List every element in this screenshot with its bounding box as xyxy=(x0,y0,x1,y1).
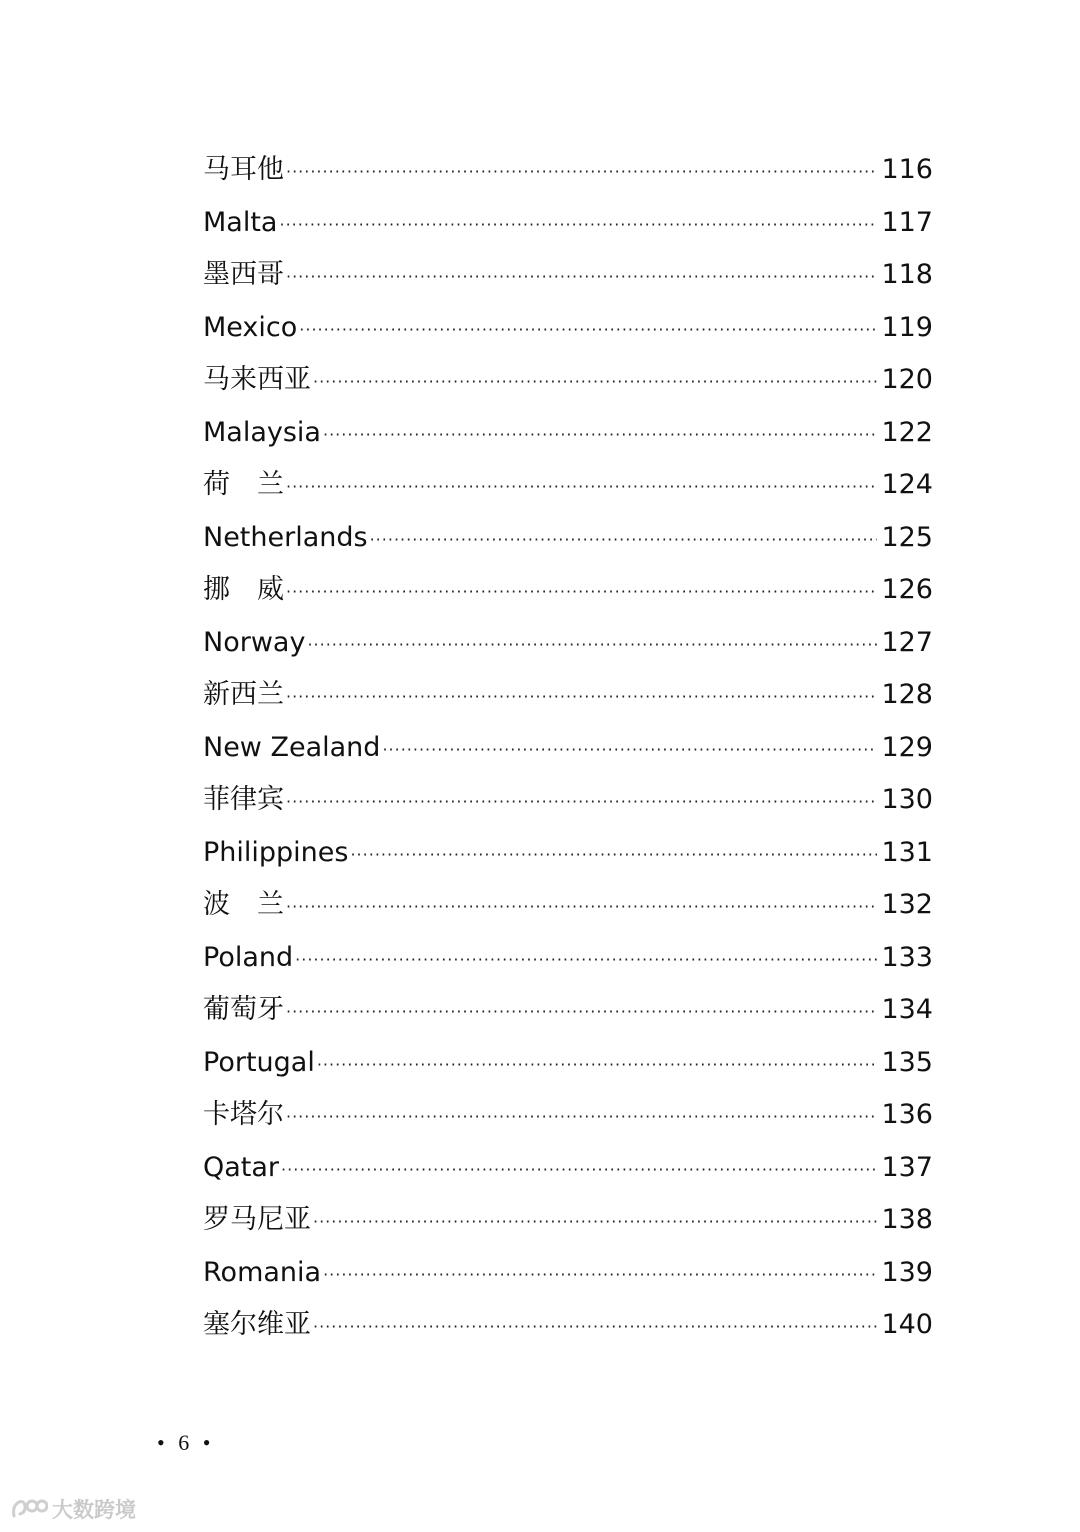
toc-entry[interactable] xyxy=(203,249,933,302)
toc-entry-title: Poland xyxy=(203,941,294,973)
dot-leader xyxy=(313,356,877,409)
toc-entry[interactable] xyxy=(203,879,933,932)
toc-entry[interactable] xyxy=(203,932,933,985)
toc-entry-title: 墨西哥 xyxy=(203,259,284,290)
toc-entry-title: Netherlands xyxy=(203,521,368,553)
toc-entry-title: 罗马尼亚 xyxy=(203,1204,311,1235)
dot-leader xyxy=(295,934,877,987)
toc-entry-title: 马耳他 xyxy=(203,154,284,185)
toc-entry[interactable] xyxy=(203,1299,933,1352)
dot-leader xyxy=(286,566,877,619)
toc-entry-page: 132 xyxy=(881,889,933,920)
toc-entry[interactable] xyxy=(203,407,933,460)
toc-entry[interactable] xyxy=(203,1037,933,1090)
page-number: • 6 • xyxy=(157,1430,215,1455)
dot-leader xyxy=(317,1039,878,1092)
toc-entry-page: 129 xyxy=(881,731,933,763)
dot-leader xyxy=(286,986,877,1039)
toc-entry-page: 139 xyxy=(881,1256,933,1288)
toc-entry[interactable] xyxy=(203,984,933,1037)
toc-entry-page: 130 xyxy=(881,784,933,815)
toc-entry-page: 133 xyxy=(881,941,933,973)
toc-entry[interactable] xyxy=(203,1194,933,1247)
toc-entry[interactable] xyxy=(203,459,933,512)
watermark xyxy=(10,1494,136,1524)
toc-entry-page: 125 xyxy=(881,521,933,553)
dot-leader xyxy=(299,304,877,357)
toc-entry-title: Mexico xyxy=(203,311,298,343)
toc-entry-page: 124 xyxy=(881,469,933,500)
dot-leader xyxy=(286,461,877,514)
toc-entry-page: 134 xyxy=(881,994,933,1025)
toc-entry-page: 118 xyxy=(881,259,933,290)
toc-entry-page: 122 xyxy=(881,416,933,448)
toc-entry-page: 126 xyxy=(881,574,933,605)
toc-entry-title: 卡塔尔 xyxy=(203,1099,284,1130)
toc-entry-page: 138 xyxy=(881,1204,933,1235)
toc-entry-title: 荷 兰 xyxy=(203,469,284,500)
toc-entry-page: 120 xyxy=(881,364,933,395)
dot-leader xyxy=(286,671,877,724)
toc-entry-page: 140 xyxy=(881,1309,933,1340)
watermark-text: 大数跨境 xyxy=(52,1498,136,1522)
watermark-logo-icon xyxy=(10,1496,48,1522)
dot-leader xyxy=(286,146,877,199)
dot-leader xyxy=(323,409,877,462)
toc-entry-page: 135 xyxy=(881,1046,933,1078)
toc-entry-title: 菲律宾 xyxy=(203,784,284,815)
toc-entry[interactable] xyxy=(203,1247,933,1300)
toc-entry[interactable] xyxy=(203,827,933,880)
dot-leader xyxy=(323,1249,877,1302)
toc-entry[interactable] xyxy=(203,197,933,250)
toc-entry-title: 波 兰 xyxy=(203,889,284,920)
toc-entry-page: 137 xyxy=(881,1151,933,1183)
toc-entry-page: 131 xyxy=(881,836,933,868)
toc-entry-title: Malta xyxy=(203,206,278,238)
dot-leader xyxy=(279,199,877,252)
toc-entry-title: Malaysia xyxy=(203,416,321,448)
toc-entry-page: 127 xyxy=(881,626,933,658)
toc-entry-title: New Zealand xyxy=(203,731,381,763)
toc-entry[interactable] xyxy=(203,1089,933,1142)
toc-entry[interactable] xyxy=(203,669,933,722)
toc-entry[interactable] xyxy=(203,617,933,670)
dot-leader xyxy=(313,1301,877,1354)
toc-entry-title: Norway xyxy=(203,626,306,658)
dot-leader xyxy=(307,619,877,672)
toc-entry-page: 119 xyxy=(881,311,933,343)
toc-entry[interactable] xyxy=(203,1142,933,1195)
dot-leader xyxy=(350,829,877,882)
dot-leader xyxy=(286,251,877,304)
dot-leader xyxy=(281,1144,877,1197)
toc-entry[interactable] xyxy=(203,302,933,355)
toc-entry-title: Portugal xyxy=(203,1046,315,1078)
toc-entry-title: 塞尔维亚 xyxy=(203,1309,311,1340)
table-of-contents xyxy=(203,144,933,1352)
toc-entry[interactable] xyxy=(203,354,933,407)
toc-entry[interactable] xyxy=(203,512,933,565)
toc-entry-page: 136 xyxy=(881,1099,933,1130)
toc-entry-title: 挪 威 xyxy=(203,574,284,605)
toc-entry-page: 116 xyxy=(881,154,933,185)
dot-leader xyxy=(286,1091,877,1144)
dot-leader xyxy=(313,1196,877,1249)
dot-leader xyxy=(382,724,877,777)
toc-entry[interactable] xyxy=(203,722,933,775)
dot-leader xyxy=(370,514,878,567)
toc-entry[interactable] xyxy=(203,564,933,617)
toc-entry-title: Qatar xyxy=(203,1151,280,1183)
toc-entry-title: 新西兰 xyxy=(203,679,284,710)
toc-entry-title: 葡萄牙 xyxy=(203,994,284,1025)
toc-entry-title: 马来西亚 xyxy=(203,364,311,395)
toc-entry[interactable] xyxy=(203,144,933,197)
dot-leader xyxy=(286,776,877,829)
dot-leader xyxy=(286,881,877,934)
toc-entry-title: Romania xyxy=(203,1256,322,1288)
toc-entry[interactable] xyxy=(203,774,933,827)
toc-entry-page: 117 xyxy=(881,206,933,238)
toc-entry-title: Philippines xyxy=(203,836,349,868)
toc-entry-page: 128 xyxy=(881,679,933,710)
